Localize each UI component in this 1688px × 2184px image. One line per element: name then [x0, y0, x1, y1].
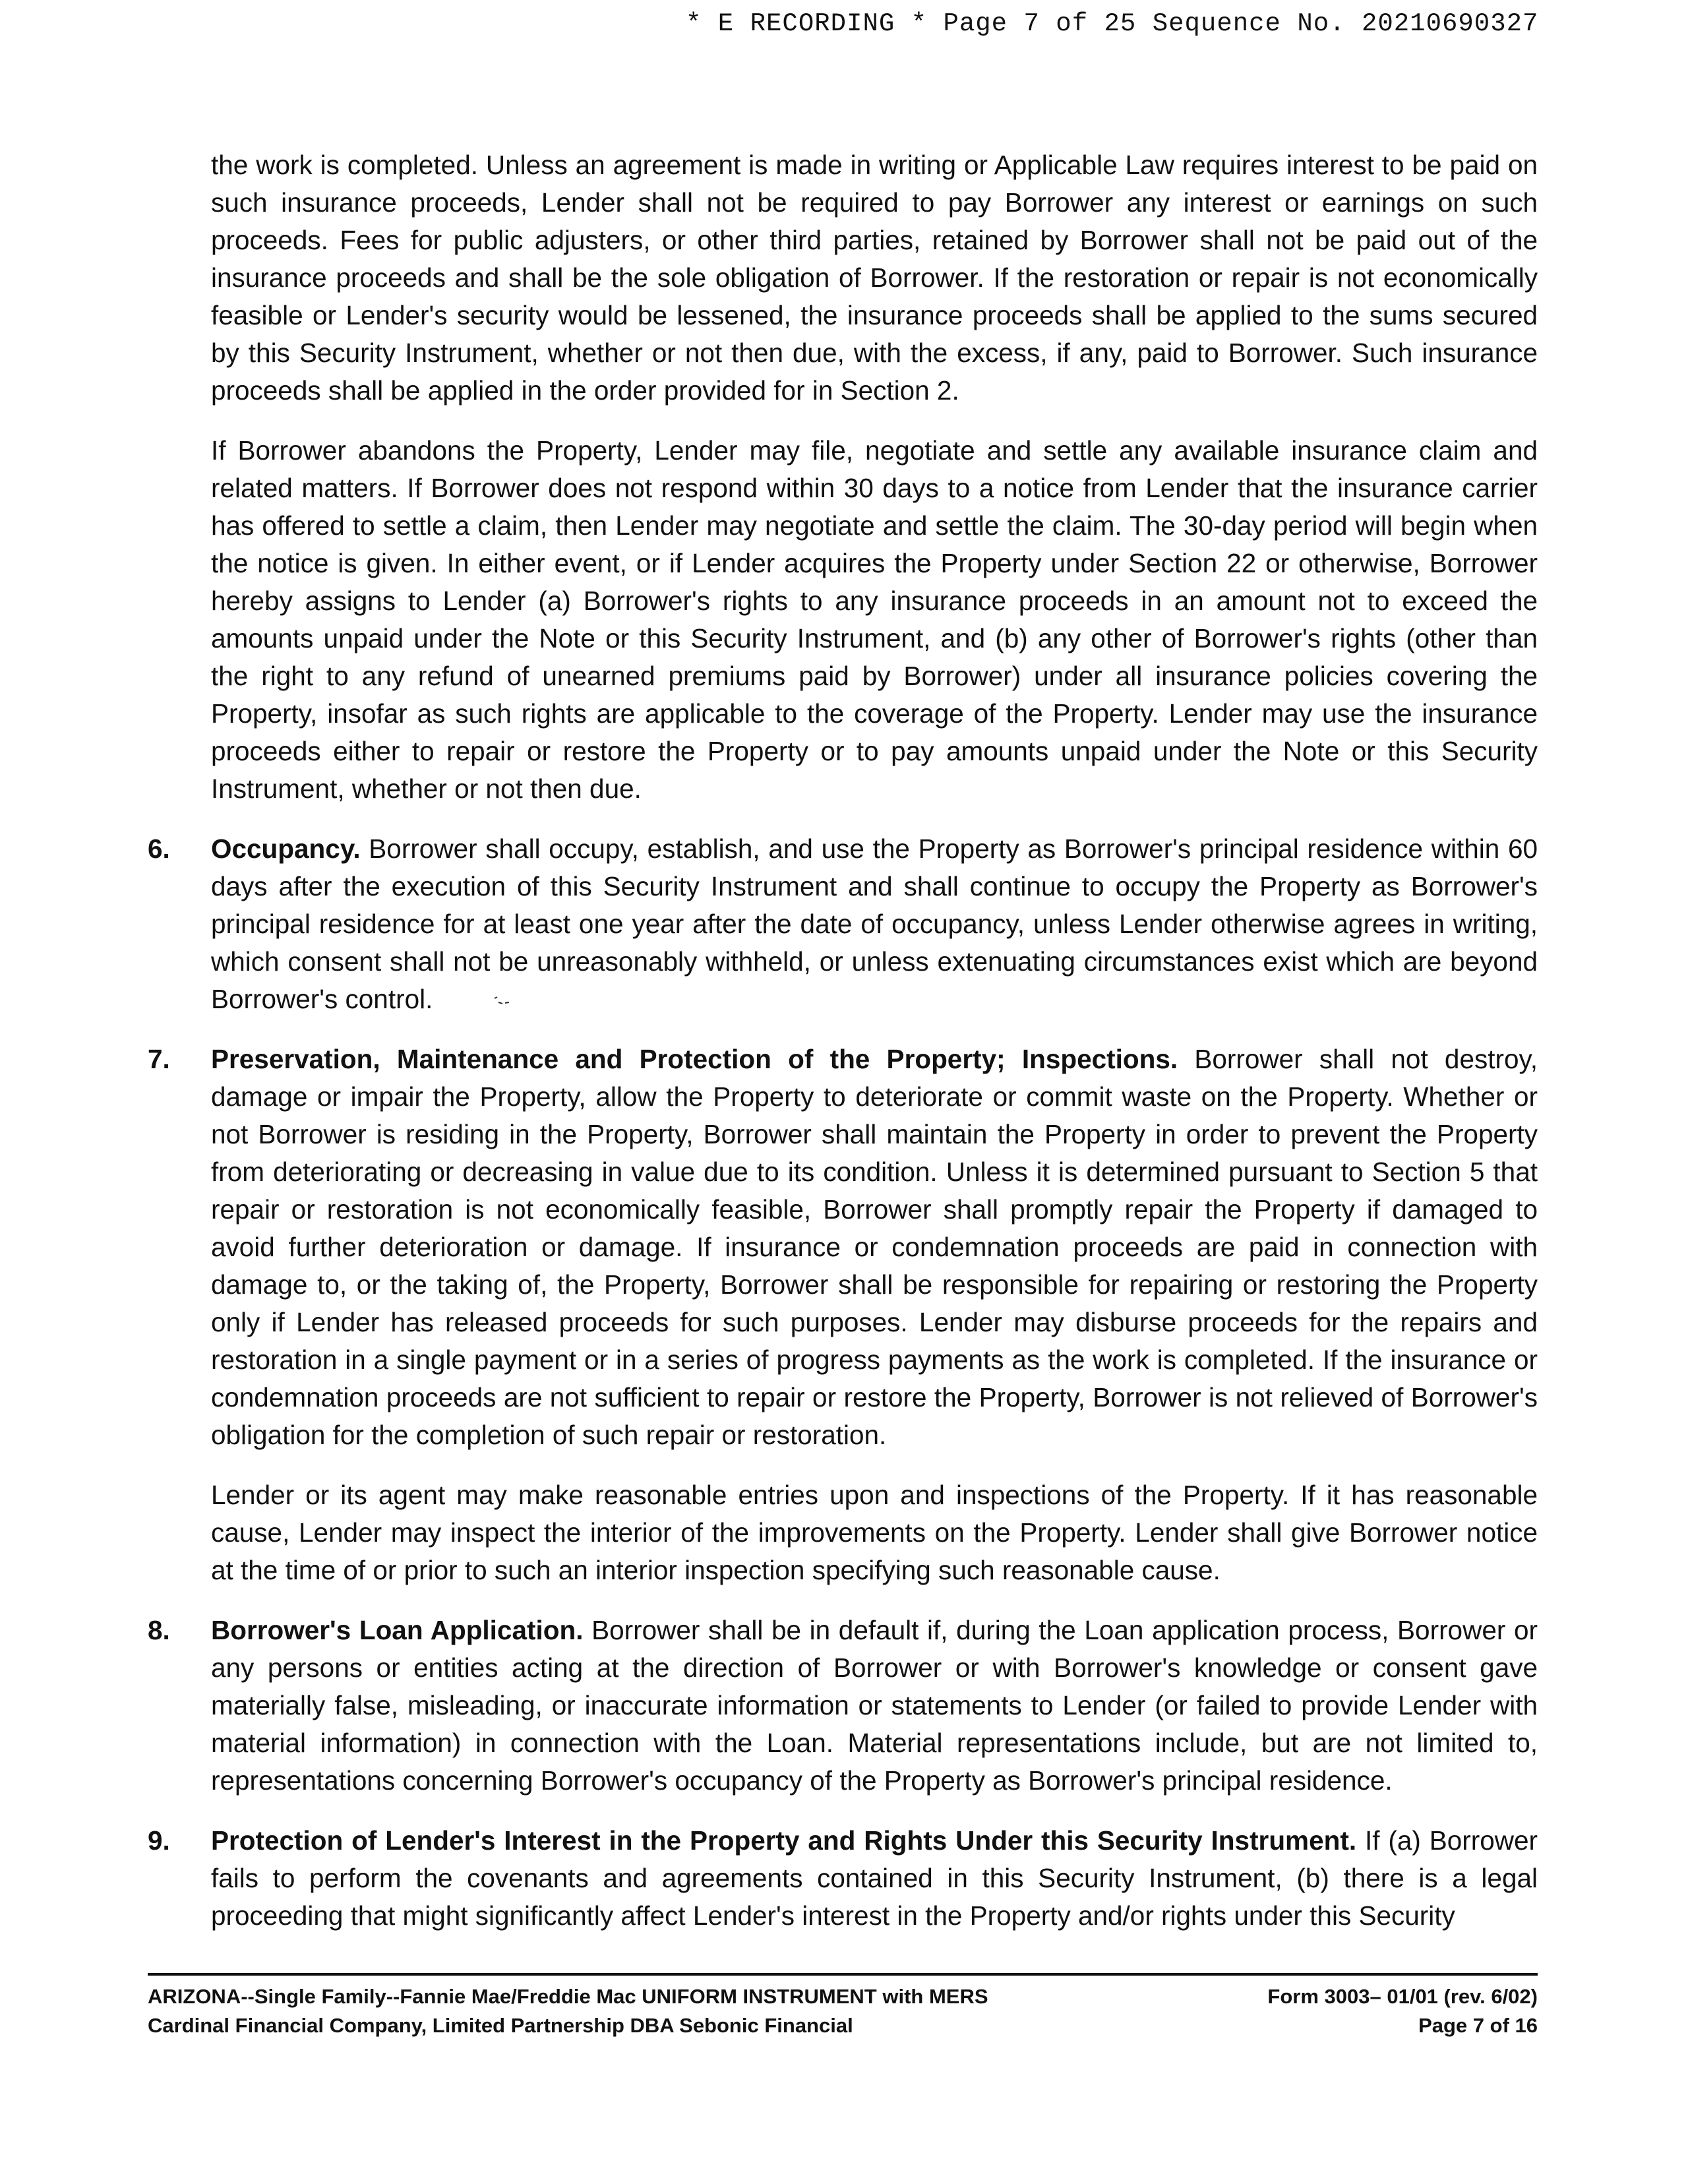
section-body	[211, 1822, 1538, 1935]
scan-smudge-mark	[492, 994, 517, 1008]
footer-row	[148, 1982, 1538, 2011]
section-text: If (a) Borrower fails to perform the covenants and agreements contained in this Security Instrument, (b) there is a legal proceeding that might significantly affect Lender's interest in the Property and/or rights under this Security	[211, 1825, 1538, 1931]
section-text: Borrower shall be in default if, during the Loan application process, Borrower or any persons or entities acting at the direction of Borrower or with Borrower's knowledge or consent gave materially false, misleading, or inaccurate information or statements to Lender (or failed to provide Lender with material information) in connection with the Loan. Material representations include, but are not limited to, representations concerning Borrower's occupancy of the Property as Borrower's principal residence.	[211, 1615, 1538, 1796]
document-body	[148, 146, 1538, 1957]
section-title: Protection of Lender's Interest in the Property and Rights Under this Security Instrument.	[211, 1825, 1357, 1856]
section-number: 8.	[148, 1615, 170, 1645]
section-body	[211, 1041, 1538, 1589]
section-title: Preservation, Maintenance and Protection of the Property; Inspections.	[211, 1044, 1178, 1074]
abandonment-paragraph: If Borrower abandons the Property, Lender may file, negotiate and settle any available insurance claim and related matters. If Borrower does not respond within 30 days to a notice from Lender that the insurance carrier has offered to settle a claim, then Lender may negotiate and settle the claim. The 30-day period will begin when the notice is given. In either event, or if Lender acquires the Property under Section 22 or otherwise, Borrower hereby assigns to Lender (a) Borrower's rights to any insurance proceeds in an amount not to exceed the amounts unpaid under the Note or this Security Instrument, and (b) any other of Borrower's rights (other than the right to any refund of unearned premiums paid by Borrower) under all insurance policies covering the Property, insofar as such rights are applicable to the coverage of the Property. Lender may use the insurance proceeds either to repair or restore the Property or to pay amounts unpaid under the Note or this Security Instrument, whether or not then due.	[211, 435, 1538, 804]
footer-divider	[148, 1973, 1538, 1976]
footer-lender-name: Cardinal Financial Company, Limited Partnership DBA Sebonic Financial	[148, 2014, 853, 2037]
section-title: Occupancy.	[211, 834, 361, 864]
section-6-occupancy	[148, 830, 1538, 1018]
section-text: Borrower shall not destroy, damage or impair the Property, allow the Property to deteriorate or commit waste on the Property. Whether or not Borrower is residing in the Property, Borrower shall maintain the Property in order to prevent the Property from deteriorating or decreasing in value due to its condition. Unless it is determined pursuant to Section 5 that repair or restoration is not economically feasible, Borrower shall promptly repair the Property if damaged to avoid further deterioration or damage. If insurance or condemnation proceeds are paid in connection with damage to, or the taking of, the Property, Borrower shall be responsible for repairing or restoring the Property only if Lender has released proceeds for such purposes. Lender may disburse proceeds for the repairs and restoration in a single payment or in a series of progress payments as the work is completed. If the insurance or condemnation proceeds are not sufficient to repair or restore the Property, Borrower is not relieved of Borrower's obligation for the completion of such repair or restoration.	[211, 1044, 1538, 1450]
section-number: 7.	[148, 1044, 170, 1074]
footer-page-number: Page 7 of 16	[1418, 2014, 1538, 2037]
section-9-protection	[148, 1822, 1538, 1935]
page-footer	[148, 1982, 1538, 2040]
footer-form-title: ARIZONA--Single Family--Fannie Mae/Freddie Mac UNIFORM INSTRUMENT with MERS	[148, 1985, 988, 2008]
section-text: Borrower shall occupy, establish, and use the Property as Borrower's principal residence within 60 days after the execution of this Security Instrument and shall continue to occupy the Property as Borrower's principal residence for at least one year after the date of occupancy, unless Lender otherwise agrees in writing, which consent shall not be unreasonably withheld, or unless extenuating circumstances exist which are beyond Borrower's control.	[211, 834, 1538, 1014]
footer-form-number: Form 3003– 01/01 (rev. 6/02)	[1267, 1985, 1538, 2008]
continued-paragraph: the work is completed. Unless an agreement is made in writing or Applicable Law requires interest to be paid on such insurance proceeds, Lender shall not be required to pay Borrower any interest or earnings on such proceeds. Fees for public adjusters, or other third parties, retained by Borrower shall not be paid out of the insurance proceeds and shall be the sole obligation of Borrower. If the restoration or repair is not economically feasible or Lender's security would be lessened, the insurance proceeds shall be applied to the sums secured by this Security Instrument, whether or not then due, with the excess, if any, paid to Borrower. Such insurance proceeds shall be applied in the order provided for in Section 2.	[211, 150, 1538, 406]
section-7-preservation	[148, 1041, 1538, 1589]
recording-header: * E RECORDING * Page 7 of 25 Sequence No. 20210690327	[686, 9, 1539, 38]
section-body	[211, 830, 1538, 1018]
section-number: 9.	[148, 1825, 170, 1856]
footer-row	[148, 2011, 1538, 2040]
section-title: Borrower's Loan Application.	[211, 1615, 584, 1645]
inspection-paragraph: Lender or its agent may make reasonable entries upon and inspections of the Property. If it has reasonable cause, Lender may inspect the interior of the improvements on the Property. Lender shall give Borrower notice at the time of or prior to such an interior inspection specifying such reasonable cause.	[211, 1480, 1538, 1585]
section-8-loan-application	[148, 1612, 1538, 1800]
section-number: 6.	[148, 834, 170, 864]
section-body	[211, 1612, 1538, 1800]
